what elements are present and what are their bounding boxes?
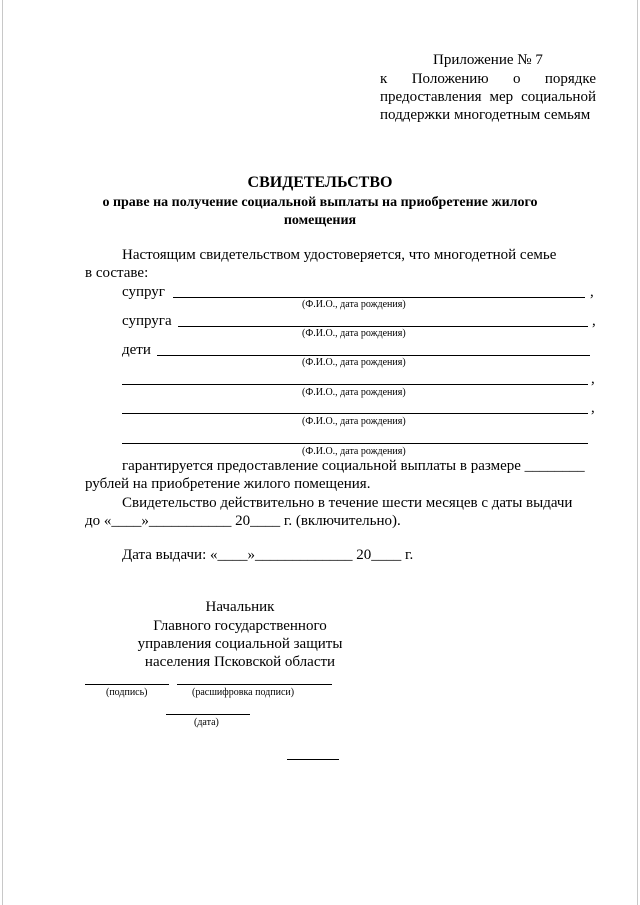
comma: , xyxy=(591,400,595,416)
appendix-line-3: поддержки многодетным семьям xyxy=(380,107,591,123)
right-scan-edge xyxy=(637,0,638,905)
comma: , xyxy=(592,313,596,329)
husband-fill-line xyxy=(173,297,585,298)
validity-line-2: до «____»___________ 20____ г. (включительно). xyxy=(85,513,401,529)
document-subtitle-1: о праве на получение социальной выплаты на приобретение жилого xyxy=(102,195,538,210)
children-fill-line-1 xyxy=(157,355,590,356)
intro-line-2: в составе: xyxy=(85,265,149,281)
date-line xyxy=(166,714,250,715)
wife-fill-line xyxy=(178,326,588,327)
appendix-word: социальной xyxy=(521,89,596,105)
closing-separator xyxy=(287,759,339,760)
appendix-line-1 xyxy=(380,71,596,88)
guarantee-line-1: гарантируется предоставление социальной выплаты в размере ________ xyxy=(122,458,585,474)
comma: , xyxy=(590,284,594,300)
children-fill-line-2 xyxy=(122,384,588,385)
field-hint: (Ф.И.О., дата рождения) xyxy=(302,446,406,457)
field-hint: (Ф.И.О., дата рождения) xyxy=(302,416,406,427)
signature-hint: (подпись) xyxy=(106,687,148,698)
comma: , xyxy=(591,371,595,387)
decoding-hint: (расшифровка подписи) xyxy=(192,687,295,698)
appendix-word: порядке xyxy=(544,71,596,87)
issue-date: Дата выдачи: «____»_____________ 20____ г. xyxy=(122,547,414,563)
signature-decoding-line xyxy=(177,684,332,685)
appendix-number: Приложение № 7 xyxy=(433,52,543,68)
signature-line xyxy=(85,684,169,685)
field-hint: (Ф.И.О., дата рождения) xyxy=(302,387,406,398)
guarantee-line-2: рублей на приобретение жилого помещения. xyxy=(85,476,371,492)
husband-label: супруг xyxy=(122,284,165,300)
appendix-word: предоставления xyxy=(380,89,482,105)
date-hint: (дата) xyxy=(194,717,219,728)
signatory-line-1: Начальник xyxy=(205,599,275,615)
appendix-word: о xyxy=(512,71,521,87)
document-subtitle-2: помещения xyxy=(283,213,357,228)
field-hint: (Ф.И.О., дата рождения) xyxy=(302,328,406,339)
document-title: СВИДЕТЕЛЬСТВО xyxy=(247,174,393,191)
left-scan-edge xyxy=(2,0,3,905)
signatory-line-2: Главного государственного xyxy=(153,618,327,634)
appendix-line-2 xyxy=(380,89,596,106)
children-fill-line-3 xyxy=(122,413,588,414)
intro-line-1: Настоящим свидетельством удостоверяется, что многодетной семье xyxy=(122,247,557,263)
signatory-line-3: управления социальной защиты xyxy=(137,636,343,652)
children-label: дети xyxy=(122,342,151,358)
appendix-word: Положению xyxy=(411,71,489,87)
field-hint: (Ф.И.О., дата рождения) xyxy=(302,357,406,368)
appendix-word: мер xyxy=(489,89,514,105)
signatory-line-4: населения Псковской области xyxy=(144,654,336,670)
children-fill-line-4 xyxy=(122,443,588,444)
validity-line-1: Свидетельство действительно в течение шести месяцев с даты выдачи xyxy=(122,495,573,511)
field-hint: (Ф.И.О., дата рождения) xyxy=(302,299,406,310)
wife-label: супруга xyxy=(122,313,172,329)
appendix-word: к xyxy=(380,71,388,87)
